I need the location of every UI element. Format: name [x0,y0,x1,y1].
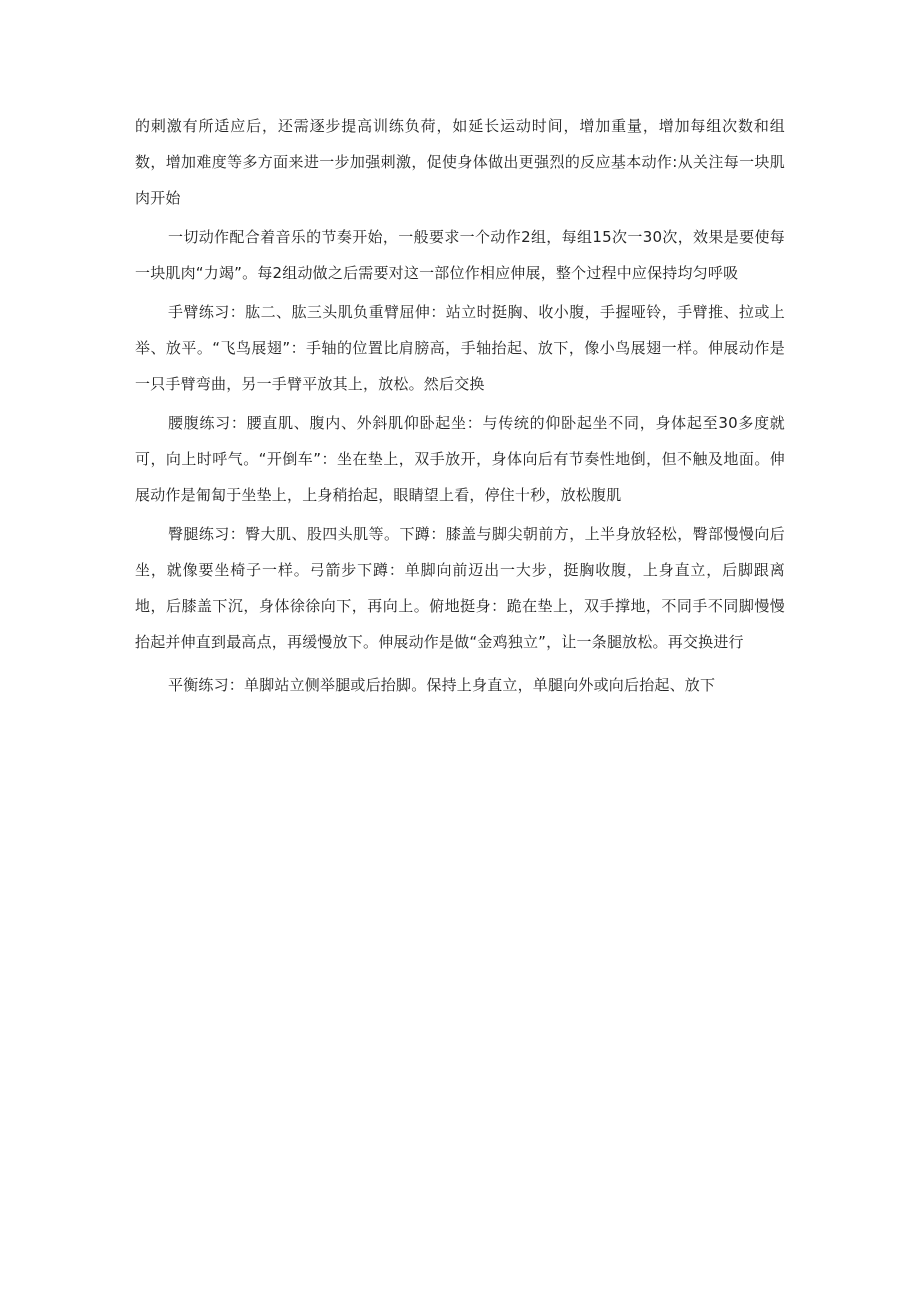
paragraph-continuation: 的刺激有所适应后，还需逐步提高训练负荷，如延长运动时间，增加重量，增加每组次数和组数，增加难度等多方面来进一步加强刺激，促使身体做出更强烈的反应基本动作:从关注每一块肌肉开始 [135,117,785,207]
paragraph-rhythm: 一切动作配合着音乐的节奏开始，一般要求一个动作2组，每组15次一30次，效果是要使每一块肌肉“力竭”。每2组动做之后需要对这一部位作相应伸展，整个过程中应保持均匀呼吸 [135,228,785,282]
paragraph-arm-exercise: 手臂练习：肱二、肱三头肌负重臂屈伸：站立时挺胸、收小腹，手握哑铃，手臂推、拉或上举、放平。“飞鸟展翅”：手轴的位置比肩膀高，手轴抬起、放下，像小鸟展翅一样。伸展动作是一只手臂弯曲，另一手臂平放其上，放松。然后交换 [135,303,785,393]
document-body [135,108,785,703]
paragraph-waist-exercise: 腰腹练习：腰直肌、腹内、外斜肌仰卧起坐：与传统的仰卧起坐不同，身体起至30多度就可，向上时呼气。“开倒车”：坐在垫上，双手放开，身体向后有节奏性地倒，但不触及地面。伸展动作是匍匐于坐垫上，上身稍抬起，眼睛望上看，停住十秒，放松腹肌 [135,414,785,504]
paragraph-leg-exercise: 臀腿练习：臀大肌、股四头肌等。下蹲：膝盖与脚尖朝前方，上半身放轻松，臀部慢慢向后坐，就像要坐椅子一样。弓箭步下蹲：单脚向前迈出一大步，挺胸收腹，上身直立，后脚跟离地，后膝盖下沉，身体徐徐向下，再向上。俯地挺身：跪在垫上，双手撑地，不同手不同脚慢慢抬起并伸直到最高点，再缓慢放下。伸展动作是做“金鸡独立”，让一条腿放松。再交换进行 [135,525,785,651]
paragraph-balance-exercise: 平衡练习：单脚站立侧举腿或后抬脚。保持上身直立，单腿向外或向后抬起、放下 [168,676,716,694]
